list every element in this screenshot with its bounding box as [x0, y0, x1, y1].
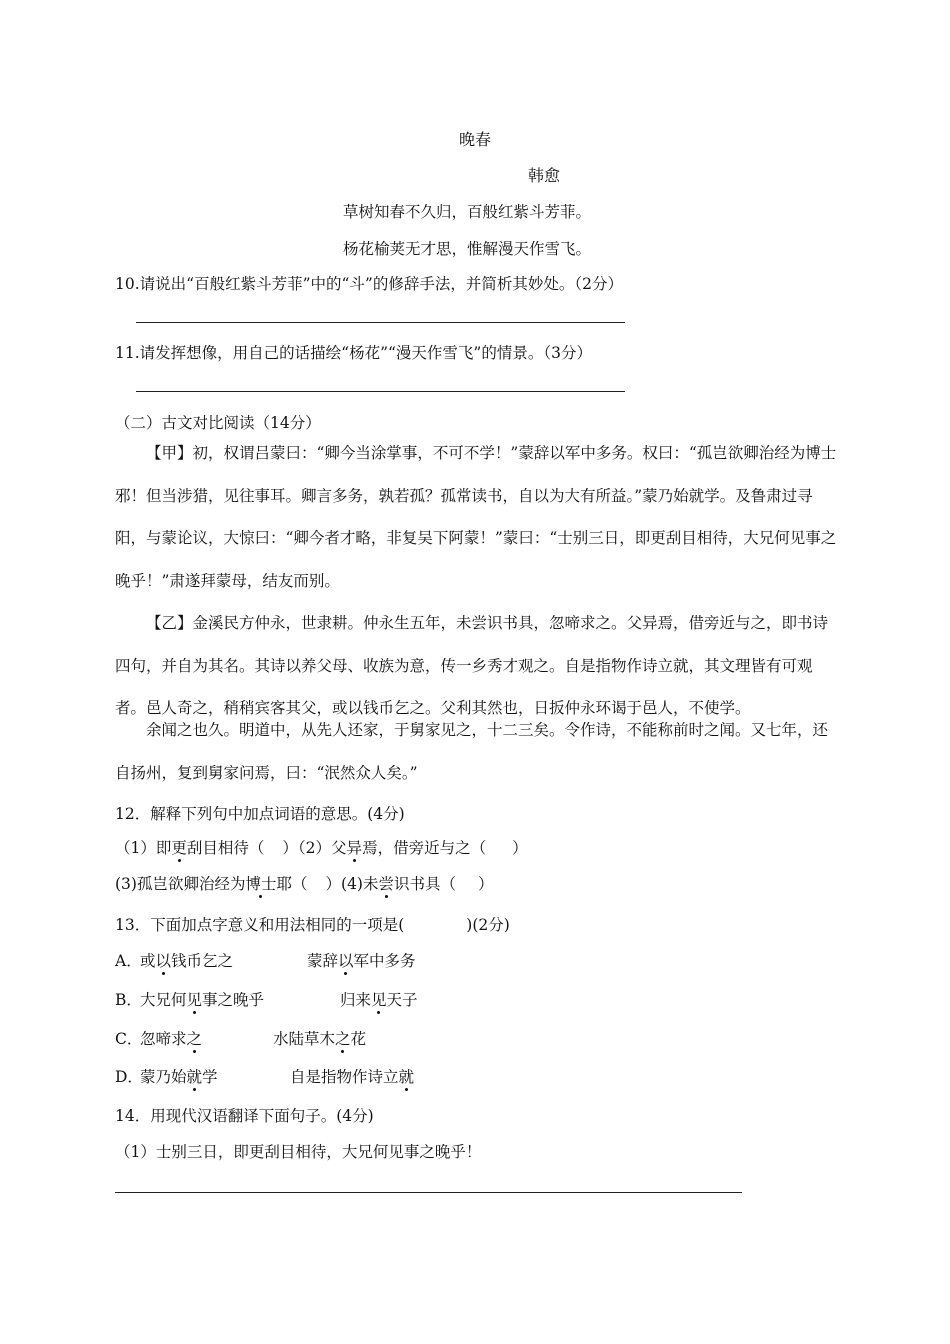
poem-line-1: 草树知春不久归，百般红紫斗芳菲。 [343, 203, 592, 221]
option-b-label[interactable]: B． [115, 991, 142, 1009]
question-12-row-1 [115, 836, 528, 858]
question-10: 10.请说出“百般红紫斗芳菲”中的“斗”的修辞手法，并简析其妙处。（2分） [115, 275, 623, 293]
question-11: 11.请发挥想像，用自己的话描绘“杨花”“漫天作雪飞”的情景。（3分） [115, 344, 592, 362]
poem-author: 韩愈 [528, 166, 561, 185]
passage-yi-2-text: 余闻之也久。明道中，从先人还家，于舅家见之，十二三矣。令作诗，不能称前时之闻。又七年，还自扬州，复到舅家问焉，曰：“泯然众人矣。” [115, 721, 829, 782]
q12-item4-text: 识书具（ [394, 875, 457, 893]
question-13: 13．下面加点字意义和用法相同的一项是( )(2分) [115, 916, 510, 934]
q12-item1-close: ） [282, 839, 298, 857]
question-12-row-2 [115, 872, 494, 894]
poem-title: 晚春 [458, 130, 491, 149]
q12-item4-label: (4)未 [341, 875, 379, 893]
poem-line-2: 杨花榆荚无才思，惟解漫天作雪飞。 [343, 240, 592, 258]
question-14: 14．用现代汉语翻译下面句子。(4分) [115, 1107, 374, 1125]
option-b-phrase-1: 大兄何见事之晚乎 [140, 991, 265, 1009]
q12-item3-label: (3)孤岂欲卿治经为 [115, 875, 246, 893]
option-d-label[interactable]: D． [115, 1068, 143, 1086]
q12-item4-dotted: 尝 [378, 875, 394, 893]
question-14-item-1: （1）士别三日，即更刮目相待，大兄何见事之晚乎！ [115, 1143, 482, 1161]
option-c-phrase-1: 忽啼求之 [140, 1030, 203, 1048]
answer-line-14[interactable] [115, 1192, 742, 1193]
option-a-phrase-2: 蒙辞以军中多务 [307, 952, 416, 970]
q12-item1-dotted: 更 [171, 839, 187, 857]
passage-jia [115, 432, 841, 602]
answer-line-10[interactable] [136, 322, 625, 323]
option-b-phrase-2: 归来见天子 [340, 991, 418, 1009]
q12-item3-dotted: 博士 [245, 875, 277, 893]
passage-yi-1-text: 【乙】金溪民方仲永，世隶耕。仲永生五年，未尝识书具，忽啼求之。父异焉，借旁近与之，即书诗四句，并自为其名。其诗以养父母、收族为意，传一乡秀才观之。自是指物作诗立就，其文理皆有可观者。邑人奇之，稍稍宾客其父，或以钱币乞之。父利其然也，日扳仲永环谒于邑人，不使学。 [115, 614, 829, 717]
option-a-phrase-1: 或以钱币乞之 [140, 952, 234, 970]
q12-item3-text: 耶（ [276, 875, 308, 893]
q12-item1-label: （1）即 [115, 839, 172, 857]
q12-item1-text: 刮目相待（ [186, 839, 265, 857]
option-d-phrase-2: 自是指物作诗立就 [290, 1068, 415, 1086]
option-a-label[interactable]: A． [115, 952, 142, 970]
q12-item2-label: （2）父 [297, 839, 347, 857]
q12-item2-text: 焉，借旁近与之（ [362, 839, 487, 857]
passage-jia-text: 【甲】初，权谓吕蒙曰：“卿今当涂掌事，不可不学！”蒙辞以军中多务。权曰：“孤岂欲卿治经为博士邪！但当涉猎，见往事耳。卿言多务，孰若孤？孤常读书，自以为大有所益。”蒙乃始就学。及鲁肃过寻阳，与蒙论议，大惊曰：“卿今者才略，非复吴下阿蒙！”蒙曰：“士别三日，即更刮目相待，大兄何见事之晚乎！”肃遂拜蒙母，结友而别。 [115, 444, 837, 590]
passage-yi-2 [115, 709, 841, 794]
option-c-label[interactable]: C． [115, 1030, 143, 1048]
question-12: 12．解释下列句中加点词语的意思。(4分) [115, 805, 405, 823]
section-heading: （二）古文对比阅读（14分） [115, 414, 321, 432]
answer-line-11[interactable] [136, 391, 625, 392]
option-c-phrase-2: 水陆草木之花 [273, 1030, 367, 1048]
q12-item3-close: ） [325, 875, 342, 893]
option-d-phrase-1: 蒙乃始就学 [140, 1068, 218, 1086]
q12-item2-close: ） [512, 839, 528, 857]
q12-item2-dotted: 异 [346, 839, 363, 857]
q12-item4-close: ） [478, 875, 494, 893]
